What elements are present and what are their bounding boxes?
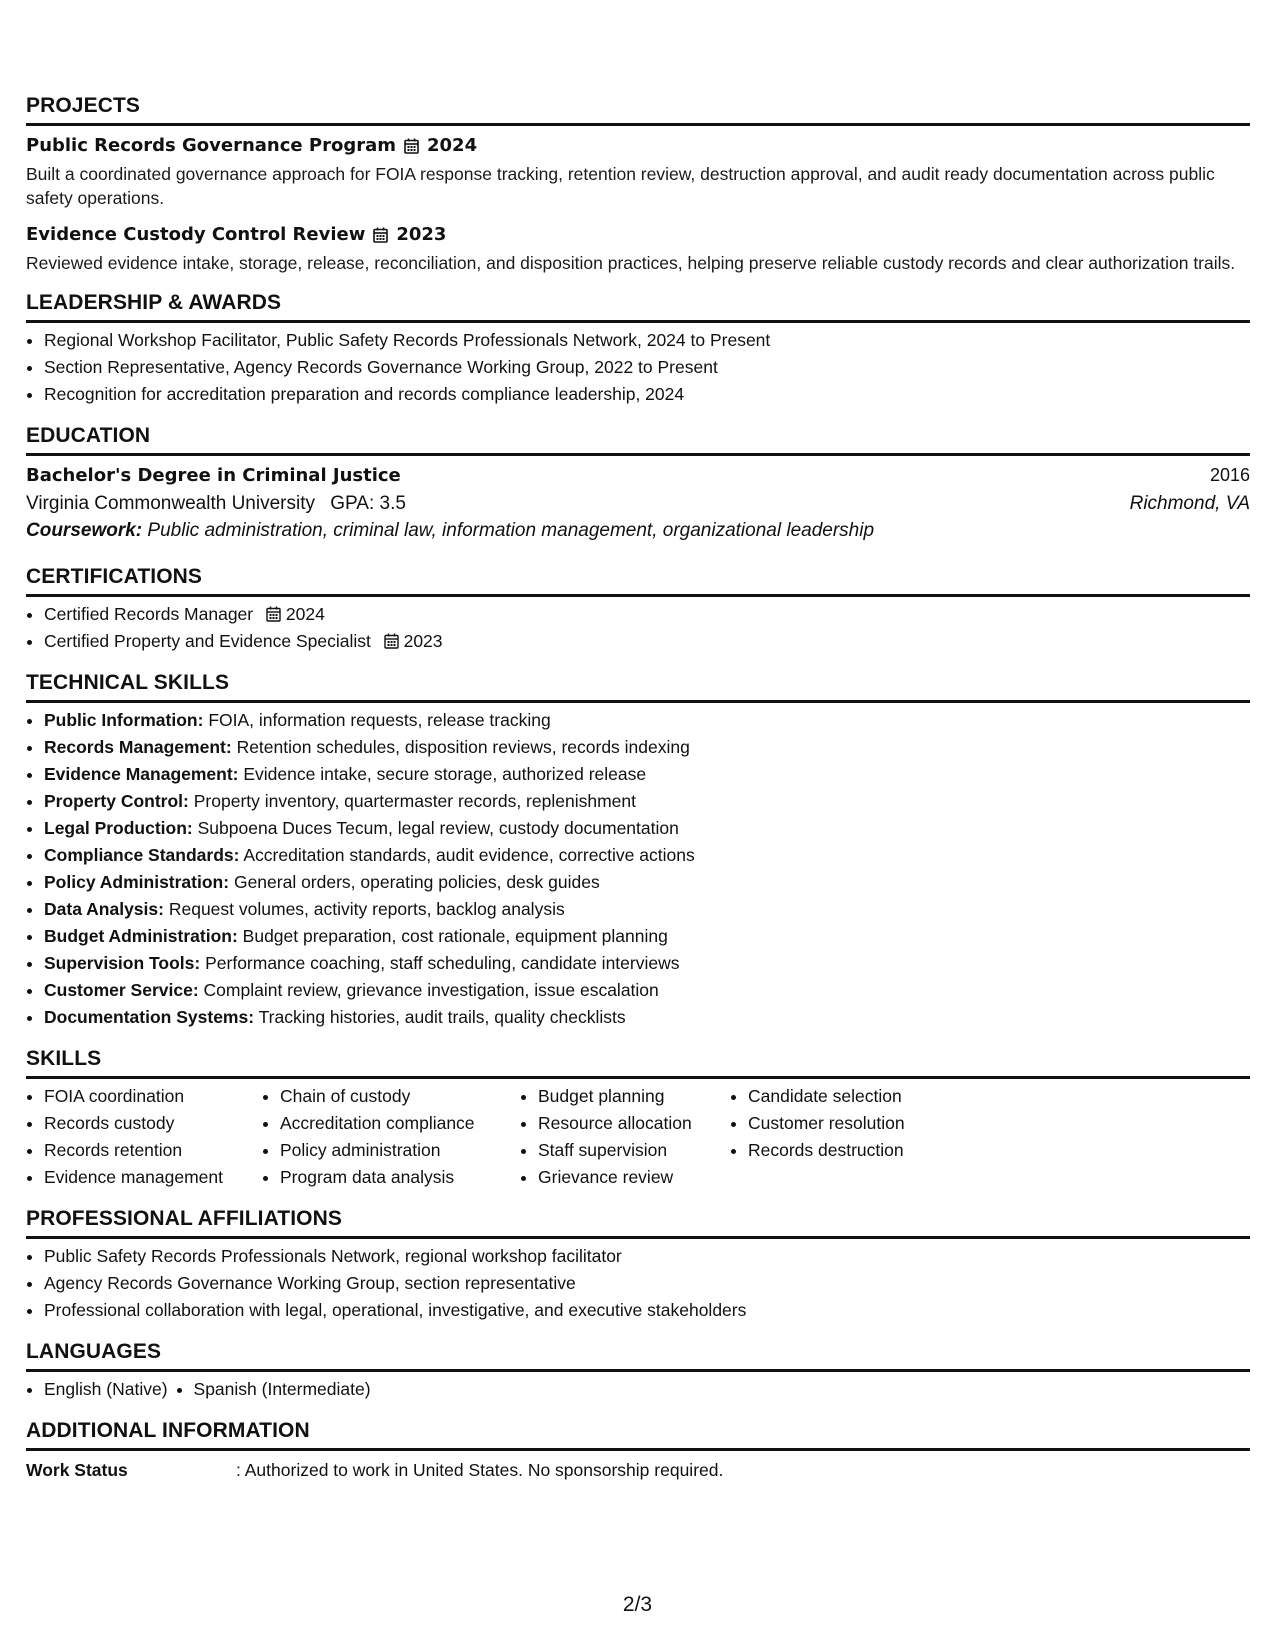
list-item: • Grievance review (538, 1164, 730, 1191)
section-title: PROFESSIONAL AFFILIATIONS (26, 1206, 1250, 1239)
list-item: • Budget planning (538, 1083, 730, 1110)
list-item: • Records retention (44, 1137, 262, 1164)
list-item (44, 896, 1250, 923)
section-title: TECHNICAL SKILLS (26, 670, 1250, 703)
calendar-icon (373, 227, 388, 243)
skill-label: Supervision Tools: (44, 953, 201, 973)
list-item (44, 815, 1250, 842)
certifications-list (26, 601, 1250, 655)
skill-text: Property inventory, quartermaster records, replenishment (193, 791, 636, 811)
skill-label: Budget Administration: (44, 926, 238, 946)
project-year: 2023 (396, 224, 447, 245)
project-name: Public Records Governance Program (26, 135, 396, 156)
skills-column (520, 1083, 730, 1191)
list-item: • English (Native) (44, 1376, 168, 1403)
page-number: 2/3 (622, 1593, 653, 1616)
work-status-label: Work Status (26, 1460, 128, 1480)
skill-text: General orders, operating policies, desk guides (233, 872, 600, 892)
list-item: • Professional collaboration with legal, operational, investigative, and executive stakeholders (44, 1297, 1250, 1324)
list-item (44, 1004, 1250, 1031)
list-item: • Resource allocation (538, 1110, 730, 1137)
education-degree-row (26, 464, 1250, 488)
list-item: • Program data analysis (280, 1164, 520, 1191)
education-year: 2016 (1209, 465, 1250, 485)
education-location: Richmond, VA (1129, 493, 1250, 514)
affiliations-list (26, 1243, 1250, 1324)
projects-section (26, 93, 1250, 275)
skills-grid (26, 1083, 1250, 1191)
skill-label: Documentation Systems: (44, 1007, 255, 1027)
leadership-list (26, 327, 1250, 408)
list-item: • Regional Workshop Facilitator, Public Safety Records Professionals Network, 2024 to Present (44, 327, 1250, 354)
list-item: • Section Representative, Agency Records Governance Working Group, 2022 to Present (44, 354, 1250, 381)
coursework (26, 520, 1250, 542)
coursework-text: Public administration, criminal law, information management, organizational leadership (147, 520, 875, 541)
education-section (26, 423, 1250, 542)
cert-name: Certified Property and Evidence Specialist (44, 631, 371, 651)
section-title: ADDITIONAL INFORMATION (26, 1418, 1250, 1451)
skill-text: Evidence intake, secure storage, authorized release (243, 764, 647, 784)
leadership-section (26, 290, 1250, 408)
cert-year: 2024 (285, 604, 325, 624)
project-name: Evidence Custody Control Review (26, 224, 366, 245)
list-item: • Staff supervision (538, 1137, 730, 1164)
list-item: • Agency Records Governance Working Group, section representative (44, 1270, 1250, 1297)
section-title: LANGUAGES (26, 1339, 1250, 1372)
skill-label: Compliance Standards: (44, 845, 240, 865)
calendar-icon (404, 138, 419, 154)
certifications-section (26, 564, 1250, 655)
skill-text: Performance coaching, staff scheduling, candidate interviews (205, 953, 680, 973)
project-year: 2024 (427, 135, 478, 156)
cert-name: Certified Records Manager (44, 604, 254, 624)
education-school-row (26, 493, 1250, 515)
resume-page (26, 93, 1250, 1482)
list-item (44, 628, 1250, 655)
list-item: • Public Safety Records Professionals Network, regional workshop facilitator (44, 1243, 1250, 1270)
list-item: • Recognition for accreditation preparation and records compliance leadership, 2024 (44, 381, 1250, 408)
skill-label: Customer Service: (44, 980, 199, 1000)
work-status-value: : Authorized to work in United States. No sponsorship required. (236, 1460, 724, 1480)
list-item (44, 734, 1250, 761)
additional-info-section (26, 1418, 1250, 1482)
project-description: Built a coordinated governance approach for FOIA response tracking, retention review, destruction approval, and audit ready documentation across public safety operations. (26, 164, 1215, 208)
list-item (44, 601, 1250, 628)
list-item: • FOIA coordination (44, 1083, 262, 1110)
skill-label: Records Management: (44, 737, 232, 757)
list-item: • Evidence management (44, 1164, 262, 1191)
gpa: GPA: 3.5 (330, 493, 406, 514)
skill-text: Retention schedules, disposition reviews, records indexing (236, 737, 690, 757)
skill-text: Complaint review, grievance investigation, issue escalation (203, 980, 659, 1000)
skills-column (262, 1083, 520, 1191)
technical-skills-list (26, 707, 1250, 1031)
list-item: • Spanish (Intermediate) (194, 1376, 371, 1403)
skills-column (730, 1083, 968, 1191)
project-description: Reviewed evidence intake, storage, release, reconciliation, and disposition practices, helping preserve reliable custody records and clear authorization trails. (26, 253, 1236, 273)
list-item (44, 707, 1250, 734)
list-item: • Records custody (44, 1110, 262, 1137)
affiliations-section (26, 1206, 1250, 1324)
section-title: CERTIFICATIONS (26, 564, 1250, 597)
list-item: • Records destruction (748, 1137, 968, 1164)
section-title: LEADERSHIP & AWARDS (26, 290, 1250, 323)
work-status-row (26, 1458, 1250, 1482)
list-item (44, 977, 1250, 1004)
list-item (44, 923, 1250, 950)
list-item: • Policy administration (280, 1137, 520, 1164)
skill-text: FOIA, information requests, release tracking (208, 710, 551, 730)
list-item: • Chain of custody (280, 1083, 520, 1110)
section-title: SKILLS (26, 1046, 1250, 1079)
skill-text: Subpoena Duces Tecum, legal review, custody documentation (197, 818, 679, 838)
skill-label: Data Analysis: (44, 899, 164, 919)
languages-list (26, 1376, 1250, 1403)
skill-label: Property Control: (44, 791, 189, 811)
list-item: • Candidate selection (748, 1083, 968, 1110)
skill-label: Evidence Management: (44, 764, 239, 784)
list-item (44, 761, 1250, 788)
languages-section (26, 1339, 1250, 1403)
skill-text: Tracking histories, audit trails, quality checklists (258, 1007, 626, 1027)
project-title (26, 134, 1250, 158)
school-name: Virginia Commonwealth University (26, 493, 315, 514)
list-item: • Accreditation compliance (280, 1110, 520, 1137)
calendar-icon (384, 633, 399, 649)
project-title (26, 223, 1250, 247)
coursework-label: Coursework: (26, 520, 143, 541)
cert-year: 2023 (403, 631, 443, 651)
skill-label: Legal Production: (44, 818, 193, 838)
skills-column (26, 1083, 262, 1191)
calendar-icon (266, 606, 281, 622)
degree: Bachelor's Degree in Criminal Justice (26, 465, 401, 486)
list-item (44, 842, 1250, 869)
skill-label: Policy Administration: (44, 872, 230, 892)
list-item (44, 788, 1250, 815)
skill-text: Request volumes, activity reports, backlog analysis (168, 899, 565, 919)
skills-section (26, 1046, 1250, 1191)
skill-label: Public Information: (44, 710, 204, 730)
list-item (44, 950, 1250, 977)
skill-text: Accreditation standards, audit evidence, corrective actions (243, 845, 695, 865)
list-item (44, 869, 1250, 896)
list-item: • Customer resolution (748, 1110, 968, 1137)
technical-skills-section (26, 670, 1250, 1031)
section-title: EDUCATION (26, 423, 1250, 456)
skill-text: Budget preparation, cost rationale, equipment planning (242, 926, 668, 946)
section-title: PROJECTS (26, 93, 1250, 126)
